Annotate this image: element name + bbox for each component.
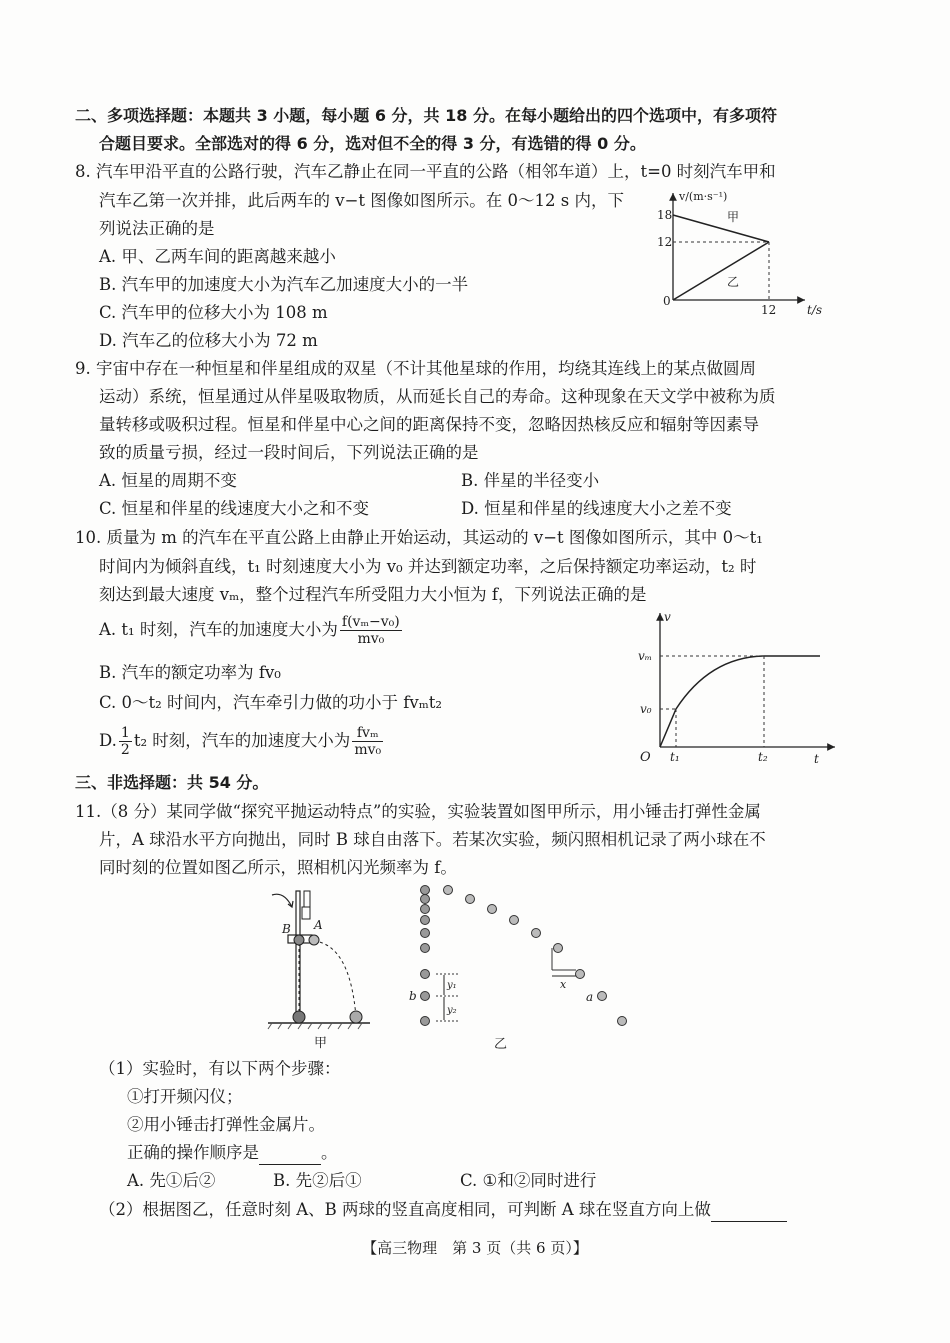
section3-title: 三、非选择题：共 54 分。 (75, 773, 269, 792)
q8-stem-line2: 汽车乙第一次并排，此后两车的 v−t 图像如图所示。在 0～12 s 内，下 (99, 191, 624, 210)
q8-stem-line1: 8. 汽车甲沿平直的公路行驶，汽车乙静止在同一平直的公路（相邻车道）上，t=0 时刻汽车甲和 (75, 162, 776, 181)
q10-option-d-fraction: $\frac{\text{fvₘ}}{\text{mv₀}}$ (354, 725, 382, 758)
q8-tick-0: 0 (663, 294, 671, 308)
q10-curve (660, 656, 820, 747)
label-y1: y₁ (447, 980, 457, 991)
q11-order-blank[interactable] (259, 1142, 321, 1165)
section2-title-line2: 合题目要求。全部选对的得 6 分，选对但不全的得 3 分，有选错的得 0 分。 (99, 134, 646, 153)
q11-part1-title: （1）实验时，有以下两个步骤： (99, 1059, 341, 1078)
label-a: a (586, 990, 594, 1004)
q10-stem-line1: 10. 质量为 m 的汽车在平直公路上由静止开始运动，其运动的 v−t 图像如图所示，其中 0～t₁ (75, 528, 763, 547)
q11-figure-yi (400, 880, 640, 1055)
fig-yi-caption: 乙 (494, 1037, 508, 1052)
q10-label-t: t (814, 752, 819, 766)
strobe-ball-b (421, 944, 430, 953)
q10-vt-graph (630, 605, 845, 770)
strobe-ball-a (576, 970, 585, 979)
q9-stem-line2: 运动）系统，恒星通过从伴星吸取物质，从而延长自己的寿命。这种现象在天文学中被称为质 (99, 387, 776, 406)
strobe-ball-a (488, 905, 497, 914)
q8-option-a: A. 甲、乙两车间的距离越来越小 (99, 247, 336, 266)
strobe-ball-b (421, 1017, 430, 1026)
q10-option-a-fraction: $\frac{\text{f(vₘ−v₀)}}{\text{mv₀}}$ (341, 614, 400, 647)
q10-label-vm: vₘ (638, 649, 653, 663)
q11-figure-jia (262, 883, 382, 1053)
label-b: b (409, 989, 417, 1003)
q9-stem-line1: 9. 宇宙中存在一种恒星和伴星组成的双星（不计其他星球的作用，均绕其连线上的某点做圆周 (75, 359, 756, 378)
q9-stem-line4: 致的质量亏损，经过一段时间后，下列说法正确的是 (99, 443, 479, 462)
strobe-ball-a (466, 895, 475, 904)
strobe-ball-a (618, 1017, 627, 1026)
label-x: x (560, 978, 567, 991)
section2-title-line1: 二、多项选择题：本题共 3 小题，每小题 6 分，共 18 分。在每小题给出的四个选项中，有多项符 (75, 106, 777, 125)
q11-option-c: C. ①和②同时进行 (460, 1171, 597, 1190)
q8-label-yi: 乙 (727, 275, 740, 289)
q8-option-c: C. 汽车甲的位移大小为 108 m (99, 303, 328, 322)
q8-tick-x12: 12 (761, 303, 777, 317)
fig-jia-caption: 甲 (314, 1036, 328, 1051)
q11-option-b: B. 先②后① (273, 1171, 362, 1190)
ball-a-start (309, 935, 319, 945)
ball-b-start (294, 935, 304, 945)
strobe-ball-a (598, 992, 607, 1001)
strobe-ball-b (421, 895, 430, 904)
q8-line-yi (673, 242, 769, 300)
q10-label-t2: t₂ (758, 750, 768, 764)
q9-stem-line3: 量转移或吸积过程。恒星和伴星中心之间的距离保持不变，忽略因热核反应和辐射等因素导 (99, 415, 759, 434)
q11-stem-line3: 同时刻的位置如图乙所示，照相机闪光频率为 f。 (99, 858, 457, 877)
q8-label-jia: 甲 (727, 210, 740, 224)
q9-option-c: C. 恒星和伴星的线速度大小之和不变 (99, 499, 370, 518)
q8-ylabel: v/(m·s⁻¹) (679, 190, 728, 203)
q8-stem-line3: 列说法正确的是 (99, 219, 215, 238)
q10-option-d-half: $\frac{1}{2}$ (120, 725, 130, 758)
q9-option-b: B. 伴星的半径变小 (461, 471, 600, 490)
strobe-ball-a (444, 886, 453, 895)
strobe-ball-b (421, 916, 430, 925)
q8-tick-12: 12 (657, 235, 673, 249)
q10-label-v0: v₀ (640, 702, 652, 716)
q11-option-a: A. 先①后② (127, 1171, 216, 1190)
strobe-ball-a (510, 916, 519, 925)
strobe-ball-a (532, 929, 541, 938)
q9-option-d: D. 恒星和伴星的线速度大小之差不变 (461, 499, 732, 518)
q10-option-c: C. 0～t₂ 时间内，汽车牵引力做的功小于 fvₘt₂ (99, 693, 443, 712)
strobe-ball-b (421, 905, 430, 914)
q8-xlabel: t/s (807, 303, 823, 317)
q8-line-jia (673, 215, 769, 242)
label-y2: y₂ (447, 1005, 457, 1016)
strobe-ball-b (421, 992, 430, 1001)
q11-step1: ①打开频闪仪； (127, 1087, 243, 1106)
q9-option-a: A. 恒星的周期不变 (99, 471, 237, 490)
label-B: B (282, 922, 291, 936)
label-A: A (314, 918, 323, 932)
q10-option-a: A. t₁ 时刻，汽车的加速度大小为 $\frac{\text{f(vₘ−v₀)}}{\text{mv₀}}$ (99, 614, 400, 647)
q10-label-v: v (664, 610, 671, 624)
q11-part2-blank[interactable] (711, 1199, 787, 1222)
ball-b-end (293, 1011, 305, 1023)
strobe-ball-b (421, 886, 430, 895)
q11-stem-line1: 11.（8 分）某同学做“探究平抛运动特点”的实验，实验装置如图甲所示，用小锤击打弹性金属 (75, 802, 761, 821)
q8-tick-18: 18 (657, 208, 673, 222)
ball-a-end (350, 1011, 362, 1023)
q10-label-O: O (640, 750, 651, 765)
q10-label-t1: t₁ (670, 750, 680, 764)
q11-part2-line: （2）根据图乙，任意时刻 A、B 两球的竖直高度相同，可判断 A 球在竖直方向上做 (99, 1199, 787, 1222)
q10-option-b: B. 汽车的额定功率为 fv₀ (99, 663, 281, 682)
q8-option-b: B. 汽车甲的加速度大小为汽车乙加速度大小的一半 (99, 275, 469, 294)
strobe-ball-a (554, 944, 563, 953)
q11-step2: ②用小锤击打弹性金属片。 (127, 1115, 325, 1134)
q10-option-d: D. $\frac{1}{2}$ t₂ 时刻，汽车的加速度大小为 $\frac{\text{fvₘ}}{\text{mv₀}}$ (99, 725, 382, 758)
q8-vt-graph (655, 185, 835, 320)
q10-stem-line3: 刻达到最大速度 vₘ，整个过程汽车所受阻力大小恒为 f，下列说法正确的是 (99, 585, 647, 604)
q11-order-line: 正确的操作顺序是 。 (127, 1142, 338, 1165)
q10-stem-line2: 时间内为倾斜直线，t₁ 时刻速度大小为 v₀ 并达到额定功率，之后保持额定功率运动，t₂ 时 (99, 557, 757, 576)
q8-option-d: D. 汽车乙的位移大小为 72 m (99, 331, 318, 350)
page-footer: 【高三物理 第 3 页（共 6 页）】 (362, 1239, 588, 1257)
q11-stem-line2: 片，A 球沿水平方向抛出，同时 B 球自由落下。若某次实验，频闪照相机记录了两小球在不 (99, 830, 766, 849)
strobe-ball-b (421, 970, 430, 979)
strobe-ball-b (421, 929, 430, 938)
